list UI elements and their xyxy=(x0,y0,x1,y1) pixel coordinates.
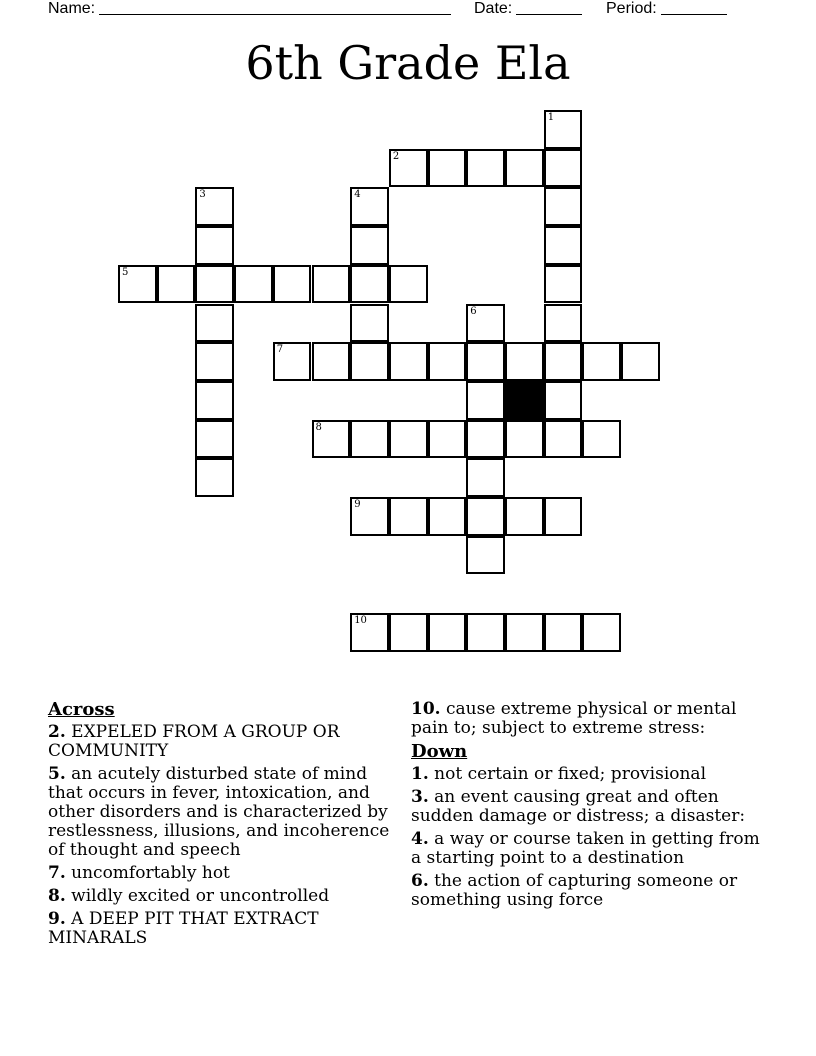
crossword-cell[interactable] xyxy=(505,149,544,188)
page-title: 6th Grade Ela xyxy=(245,36,571,90)
crossword-cell[interactable] xyxy=(582,613,621,652)
crossword-cell[interactable] xyxy=(466,304,505,343)
crossword-cell[interactable] xyxy=(428,420,467,459)
crossword-cell[interactable] xyxy=(466,381,505,420)
period-label: Period: xyxy=(606,0,657,17)
blocked-cell xyxy=(505,381,544,420)
crossword-cell[interactable] xyxy=(195,342,234,381)
clue-number: 10 xyxy=(354,615,367,627)
crossword-cell[interactable] xyxy=(544,110,583,149)
crossword-cell[interactable] xyxy=(621,342,660,381)
crossword-cell[interactable] xyxy=(195,187,234,226)
crossword-cell[interactable] xyxy=(350,304,389,343)
crossword-cell[interactable] xyxy=(312,265,351,304)
crossword-cell[interactable] xyxy=(544,149,583,188)
crossword-cell[interactable] xyxy=(544,497,583,536)
crossword-cell[interactable] xyxy=(466,458,505,497)
crossword-cell[interactable] xyxy=(428,149,467,188)
crossword-cell[interactable] xyxy=(428,342,467,381)
crossword-cell[interactable] xyxy=(350,226,389,265)
crossword-cell[interactable] xyxy=(234,265,273,304)
crossword-cell[interactable] xyxy=(195,226,234,265)
crossword-cell[interactable] xyxy=(544,381,583,420)
crossword-cell[interactable] xyxy=(544,304,583,343)
date-label: Date: xyxy=(474,0,513,17)
crossword-cell[interactable] xyxy=(273,342,312,381)
crossword-cell[interactable] xyxy=(389,420,428,459)
clue-number: 5 xyxy=(122,266,129,278)
crossword-cell[interactable] xyxy=(389,613,428,652)
crossword-cell[interactable] xyxy=(428,497,467,536)
clue-down-3: 3. an event causing great and often sudden damage or distress; a disaster: xyxy=(411,787,746,826)
crossword-cell[interactable] xyxy=(350,342,389,381)
crossword-cell[interactable] xyxy=(466,420,505,459)
crossword-cell[interactable] xyxy=(505,420,544,459)
clue-down-6: 6. the action of capturing someone or something using force xyxy=(411,871,738,910)
crossword-cell[interactable] xyxy=(195,458,234,497)
crossword-cell[interactable] xyxy=(544,613,583,652)
clue-number: 6 xyxy=(470,305,477,317)
crossword-cell[interactable] xyxy=(466,149,505,188)
name-label: Name: xyxy=(48,0,96,17)
clue-number: 3 xyxy=(199,189,206,201)
clue-number: 8 xyxy=(315,421,322,433)
crossword-cell[interactable] xyxy=(195,265,234,304)
crossword-cell[interactable] xyxy=(544,226,583,265)
crossword-cell[interactable] xyxy=(544,187,583,226)
clue-number: 4 xyxy=(354,189,361,201)
clue-number: 7 xyxy=(276,344,284,356)
crossword-cell[interactable] xyxy=(544,342,583,381)
clues-left-column xyxy=(48,700,400,952)
across-heading: Across xyxy=(48,699,115,720)
crossword-cell[interactable] xyxy=(505,497,544,536)
crossword-cell[interactable] xyxy=(273,265,312,304)
crossword-cell[interactable] xyxy=(466,536,505,575)
crossword-cell[interactable] xyxy=(312,342,351,381)
crossword-cell[interactable] xyxy=(350,497,389,536)
crossword-cell[interactable] xyxy=(544,265,583,304)
crossword-cell[interactable] xyxy=(118,265,157,304)
crossword-cell[interactable] xyxy=(389,497,428,536)
crossword-cell[interactable] xyxy=(312,420,351,459)
clue-across-9: 9. A DEEP PIT THAT EXTRACT MINARALS xyxy=(48,909,319,948)
clue-down-1: 1. not certain or fixed; provisional xyxy=(411,764,707,784)
crossword-cell[interactable] xyxy=(350,613,389,652)
crossword-cell[interactable] xyxy=(466,497,505,536)
crossword-cell[interactable] xyxy=(389,342,428,381)
clue-number: 2 xyxy=(392,150,400,162)
crossword-cell[interactable] xyxy=(157,265,196,304)
crossword-cell[interactable] xyxy=(195,420,234,459)
crossword-cell[interactable] xyxy=(195,304,234,343)
crossword-cell[interactable] xyxy=(350,265,389,304)
down-heading: Down xyxy=(411,741,468,762)
clue-number: 1 xyxy=(547,112,555,123)
crossword-cell[interactable] xyxy=(544,420,583,459)
clue-across-8: 8. wildly excited or uncontrolled xyxy=(48,886,330,906)
clue-down-4: 4. a way or course taken in getting from a starting point to a destination xyxy=(411,829,760,868)
crossword-cell[interactable] xyxy=(389,265,428,304)
clue-number: 9 xyxy=(354,499,361,510)
crossword-cell[interactable] xyxy=(428,613,467,652)
clue-across-5: 5. an acutely disturbed state of mind that occurs in fever, intoxication, and other disorders and is characterized by restlessness, illusions, and incoherence of thought and speech xyxy=(48,764,390,860)
crossword-cell[interactable] xyxy=(582,342,621,381)
crossword-cell[interactable] xyxy=(582,420,621,459)
crossword-cell[interactable] xyxy=(505,342,544,381)
crossword-cell[interactable] xyxy=(350,420,389,459)
clue-across-2: 2. EXPELED FROM A GROUP OR COMMUNITY xyxy=(48,722,340,761)
clue-across-10: 10. cause extreme physical or mental pain to; subject to extreme stress: xyxy=(411,699,737,738)
crossword-cell[interactable] xyxy=(350,187,389,226)
crossword-cell[interactable] xyxy=(389,149,428,188)
crossword-cell[interactable] xyxy=(505,613,544,652)
clue-across-7: 7. uncomfortably hot xyxy=(48,863,230,883)
crossword-cell[interactable] xyxy=(195,381,234,420)
crossword-cell[interactable] xyxy=(466,613,505,652)
crossword-cell[interactable] xyxy=(466,342,505,381)
clues-right-column xyxy=(411,700,771,914)
